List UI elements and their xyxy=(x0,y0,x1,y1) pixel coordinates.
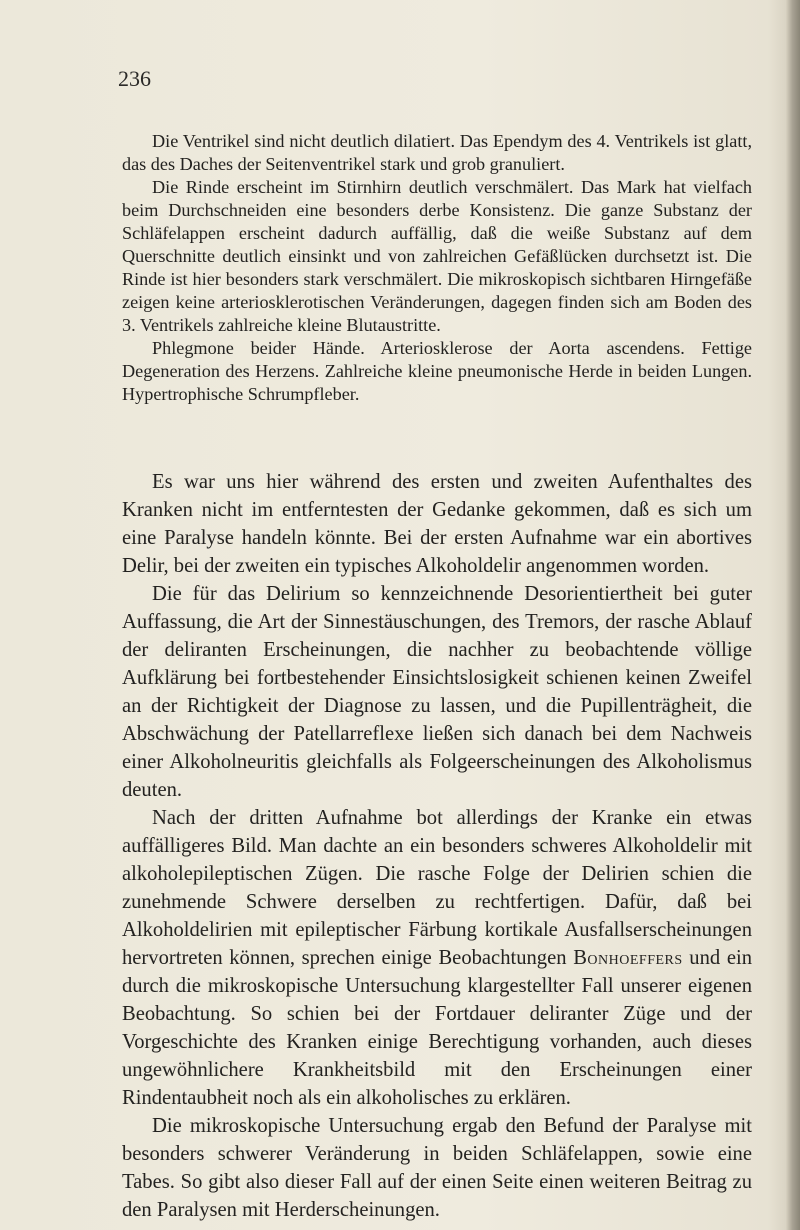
page-number: 236 xyxy=(118,66,151,91)
paragraph-ventricles: Die Ventrikel sind nicht deutlich dilatiert. Das Ependym des 4. Ventrikels ist glatt, das des Daches der Seitenventrikel stark und grob granuliert. xyxy=(122,131,752,174)
paragraph-third-admission xyxy=(122,804,752,1112)
paragraph-third-admission-part2: und ein durch die mikroskopische Untersuchung klargestellter Fall unserer eigenen Beobachtung. So schien bei der Fortdauer deliranter Züge und der Vorgeschichte des Kranken einige Berechtigung vorhanden, auch dieses ungewöhnlichere Krankheitsbild mit den Erscheinungen einer Rindentaubheit noch als ein alkoholisches zu erklären. xyxy=(122,947,752,1109)
paragraph-body-findings: Phlegmone beider Hände. Arteriosklerose der Aorta ascendens. Fettige Degeneration des Herzens. Zahlreiche kleine pneumonische Herde in beiden Lungen. Hypertrophische Schrumpfleber. xyxy=(122,338,752,404)
paragraph-third-admission-part1: Nach der dritten Aufnahme bot allerdings der Kranke ein etwas auffälligeres Bild. Man dachte an ein besonders schweres Alkoholdelir mit alkoholepileptischen Zügen. Die rasche Folge der Delirien schien die zunehmende Schwere derselben zu rechtfertigen. Dafür, daß bei Alkoholdelirien mit epileptischer Färbung kortikale Ausfallserscheinungen hervortreten können, sprechen einige Beobachtungen xyxy=(122,807,752,969)
paragraph-microscopic-result: Die mikroskopische Untersuchung ergab den Befund der Paralyse mit besonders schwerer Veränderung in beiden Schläfelappen, sowie eine Tabes. So gibt also dieser Fall auf der einen Seite einen weiteren Beitrag zu den Paralysen mit Herderscheinungen. xyxy=(122,1115,752,1221)
paragraph-cortex: Die Rinde erscheint im Stirnhirn deutlich verschmälert. Das Mark hat vielfach beim Durchschneiden eine besonders derbe Konsistenz. Die ganze Substanz der Schläfelappen erscheint dadurch auffällig, daß die weiße Substanz auf dem Querschnitte deutlich einsinkt und von zahlreichen Gefäßlücken durchsetzt ist. Die Rinde ist hier besonders stark verschmälert. Die mikroskopisch sichtbaren Hirngefäße zeigen keine arteriosklerotischen Veränderungen, dagegen finden sich am Boden des 3. Ventrikels zahlreiche kleine Blutaustritte. xyxy=(122,177,752,335)
paragraph-initial-diagnosis: Es war uns hier während des ersten und zweiten Aufenthaltes des Kranken nicht im entferntesten der Gedanke gekommen, daß es sich um eine Paralyse handeln könnte. Bei der ersten Aufnahme war ein abortives Delir, bei der zweiten ein typisches Alkoholdelir angenommen worden. xyxy=(122,471,752,577)
paragraph-delirium-signs: Die für das Delirium so kennzeichnende Desorientiertheit bei guter Auffassung, die Art der Sinnestäuschungen, des Tremors, der rasche Ablauf der deliranten Erscheinungen, die nachher zu beobachtende völlige Aufklärung bei fortbestehender Einsichtslosigkeit schienen keinen Zweifel an der Richtigkeit der Diagnose zu lassen, und die Pupillenträgheit, die Abschwächung der Patellarreflexe ließen sich danach bei dem Nachweis einer Alkoholneuritis gleichfalls als Folgeerscheinungen des Alkoholismus deuten. xyxy=(122,583,752,801)
page-edge xyxy=(786,0,800,1230)
discussion-block xyxy=(122,468,752,1224)
author-name-bonhoeffer: Bonhoeffers xyxy=(573,947,683,969)
autopsy-findings-block xyxy=(122,130,752,406)
